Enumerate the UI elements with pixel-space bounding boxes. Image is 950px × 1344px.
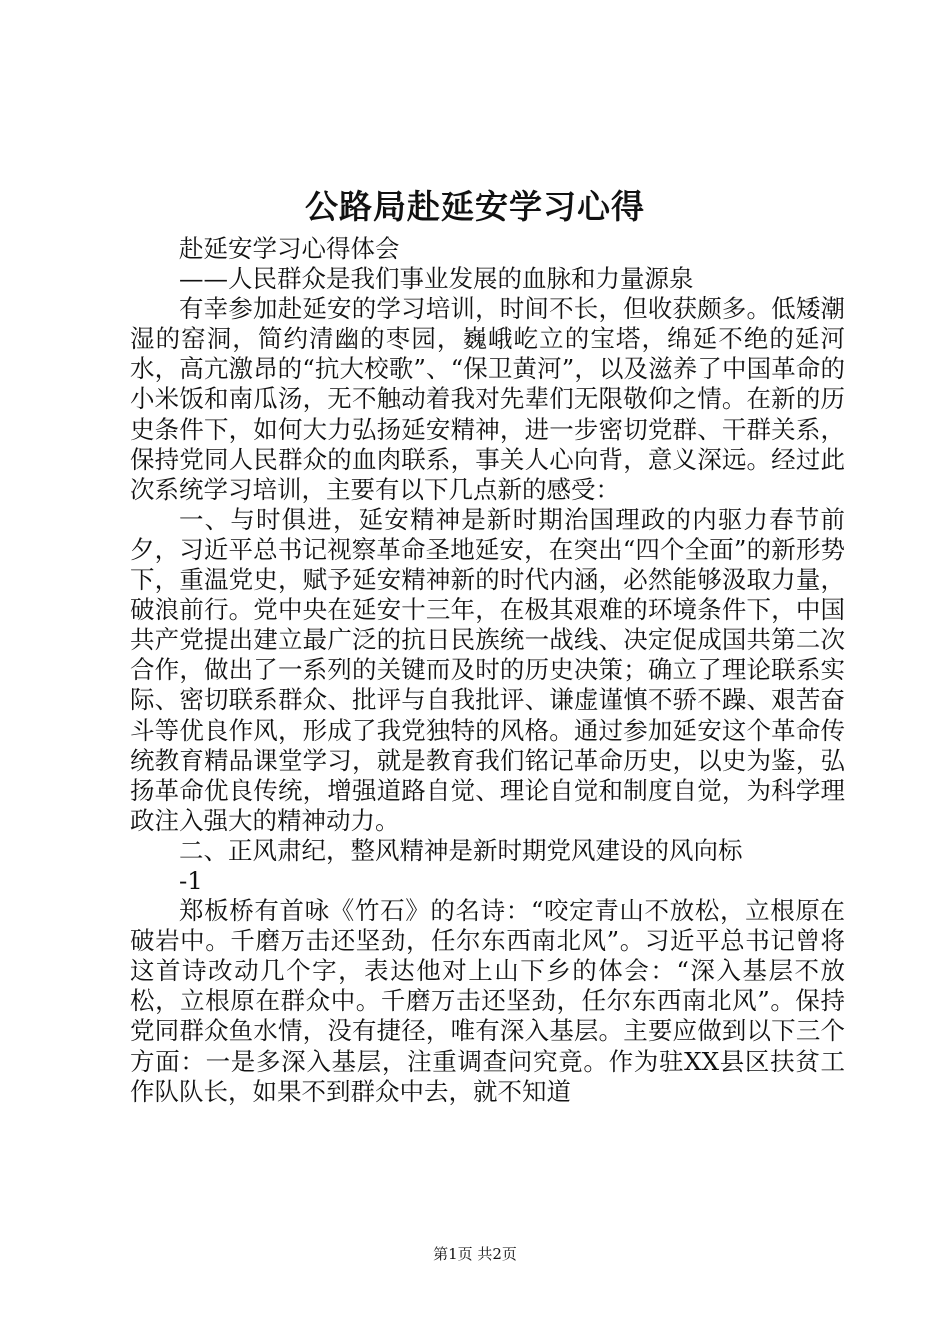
section-two-heading: 二、正风肃纪，整风精神是新时期党风建设的风向标 xyxy=(179,835,743,865)
paragraph-intro: 有幸参加赴延安的学习培训，时间不长，但收获颇多。低矮潮湿的窑洞，简约清幽的枣园，巍峨屹立的宝塔，绵延不绝的延河水，高亢激昂的“抗大校歌”、“保卫黄河”，以及滋养了中国革命的小米饭和南瓜汤，无不触动着我对先辈们无限敬仰之情。在新的历史条件下，如何大力弘扬延安精神，进一步密切党群、干群关系，保持党同人民群众的血肉联系，事关人心向背，意义深远。经过此次系统学习培训，主要有以下几点新的感受： xyxy=(130,294,845,504)
paragraph-section-one: 一、与时俱进，延安精神是新时期治国理政的内驱力春节前夕，习近平总书记视察革命圣地延安，在突出“四个全面”的新形势下，重温党史，赋予延安精神新的时代内涵，必然能够汲取力量，破浪前行。党中央在延安十三年，在极其艰难的环境条件下，中国共产党提出建立最广泛的抗日民族统一战线、决定促成国共第二次合作，做出了一系列的关键而及时的历史决策；确立了理论联系实际、密切联系群众、批评与自我批评、谦虚谨慎不骄不躁、艰苦奋斗等优良作风，形成了我党独特的风格。通过参加延安这个革命传统教育精品课堂学习，就是教育我们铭记革命历史，以史为鉴，弘扬革命优良传统，增强道路自觉、理论自觉和制度自觉，为科学理政注入强大的精神动力。 xyxy=(130,504,845,835)
paragraph-section-two: 郑板桥有首咏《竹石》的名诗：“咬定青山不放松，立根原在破岩中。千磨万击还坚劲，任尔东西南北风”。习近平总书记曾将这首诗改动几个字，表达他对上山下乡的体会：“深入基层不放松，立根原在群众中。千磨万击还坚劲，任尔东西南北风”。保持党同群众鱼水情，没有捷径，唯有深入基层。主要应做到以下三个方面：一是多深入基层，注重调查问究竟。作为驻XX县区扶贫工作队队长，如果不到群众中去，就不知道 xyxy=(130,896,845,1106)
subtitle-tagline: ——人民群众是我们事业发展的血脉和力量源泉 xyxy=(179,264,694,294)
page-number-footer: 第1页 共2页 xyxy=(433,1245,517,1263)
document-body xyxy=(130,234,845,1107)
document-title: 公路局赴延安学习心得 xyxy=(305,187,645,226)
subtitle-heading: 赴延安学习心得体会 xyxy=(179,234,400,263)
stray-marker: -1 xyxy=(179,865,203,895)
